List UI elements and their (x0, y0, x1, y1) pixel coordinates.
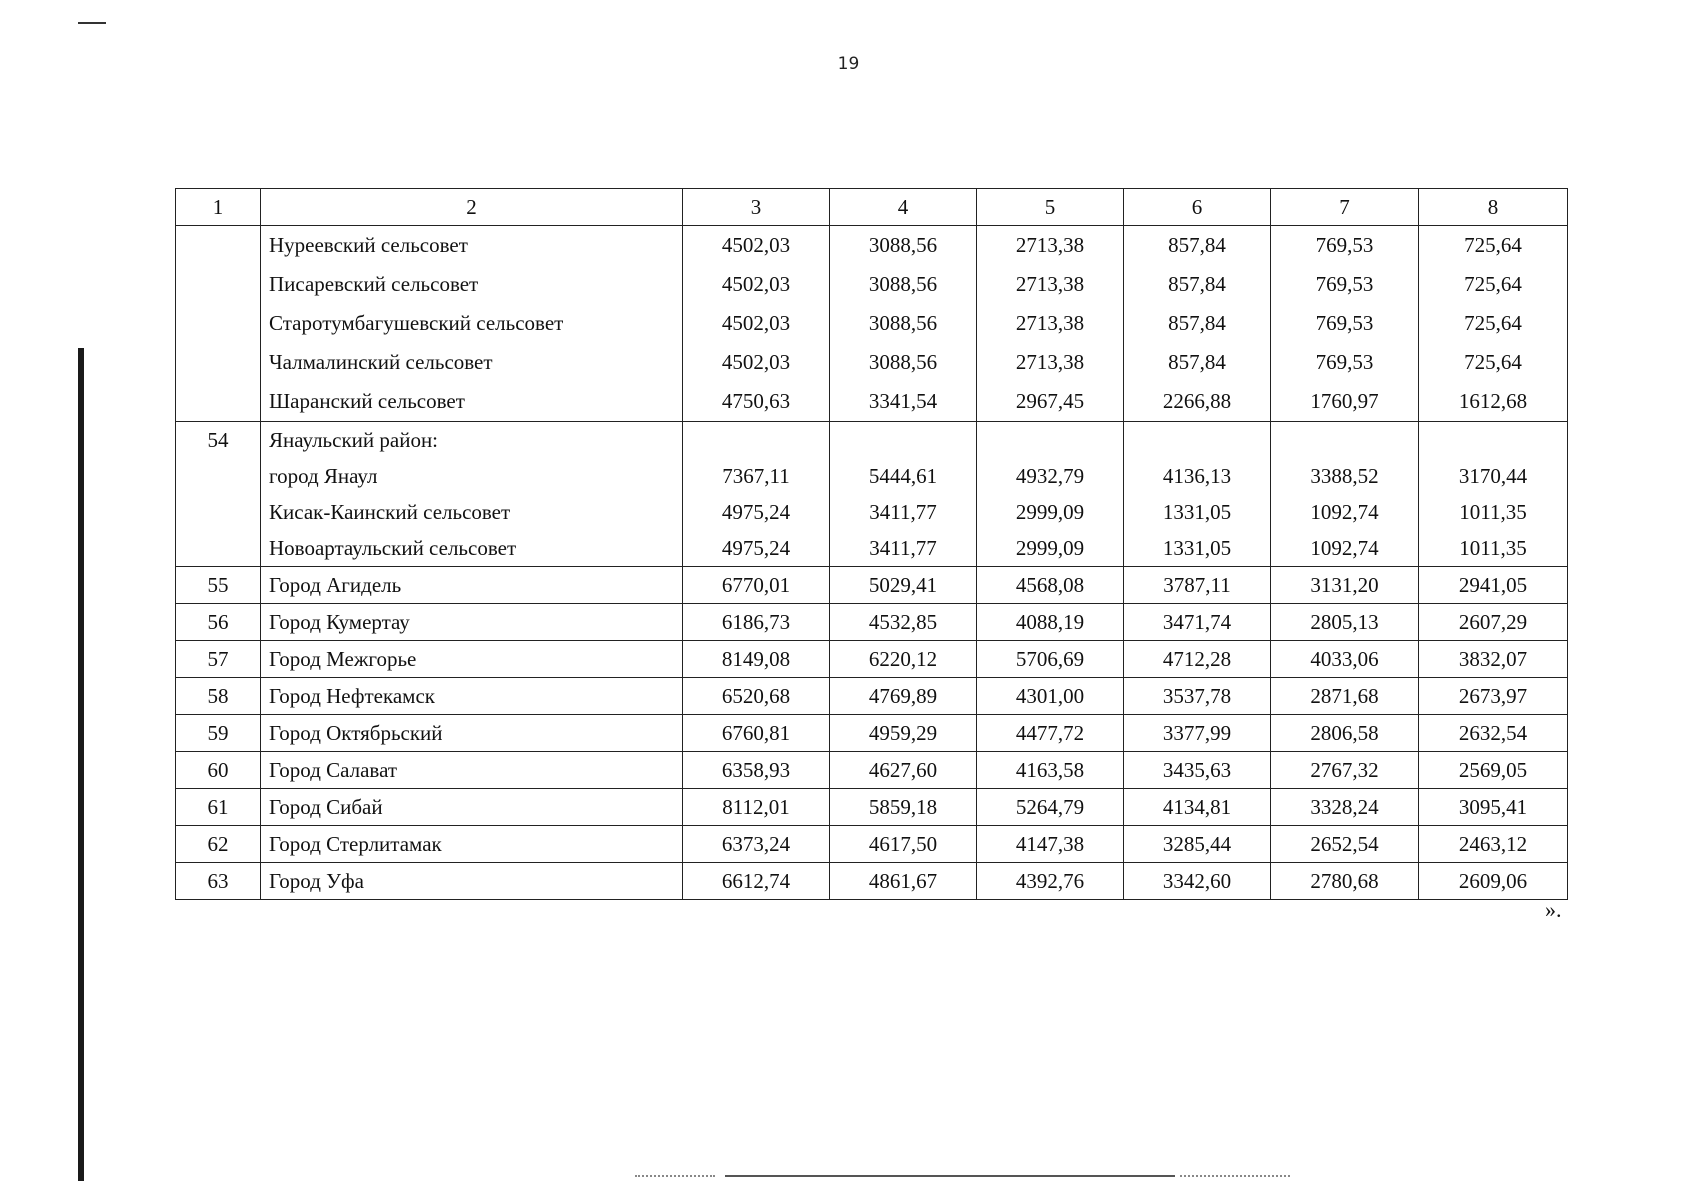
locality-name: Город Межгорье (261, 641, 683, 678)
table-row-group (176, 226, 1568, 422)
table-row (176, 752, 1568, 789)
locality-name: Чалмалинский сельсовет (269, 350, 493, 374)
value-cell-col-8: 2632,54 (1419, 715, 1568, 752)
value-cell-col-7: 2805,13 (1271, 604, 1419, 641)
row-number: 56 (176, 604, 261, 641)
value: 769,53 (1315, 272, 1374, 296)
locality-name: Город Салават (261, 752, 683, 789)
table-row (176, 789, 1568, 826)
value-cell-col-6: 4134,81 (1124, 789, 1271, 826)
row-number: 62 (176, 826, 261, 863)
name-cell (261, 226, 683, 422)
value-cell-col-5 (977, 226, 1124, 422)
value-cell-col-5: 4568,08 (977, 567, 1124, 604)
name-cell (261, 422, 683, 567)
row-number: 55 (176, 567, 261, 604)
value: 4502,03 (721, 311, 791, 335)
row-number: 61 (176, 789, 261, 826)
value-cell-col-4 (830, 226, 977, 422)
value-cell-col-7: 2767,32 (1271, 752, 1419, 789)
value: 2713,38 (1015, 311, 1085, 335)
value-cell-col-4: 5029,41 (830, 567, 977, 604)
value: 1331,05 (1162, 500, 1232, 524)
value-cell-col-6: 3377,99 (1124, 715, 1271, 752)
value: 4502,03 (721, 233, 791, 257)
value-cell-col-8: 2673,97 (1419, 678, 1568, 715)
value: 857,84 (1168, 311, 1226, 335)
row-number-cell (176, 226, 261, 422)
row-number: 63 (176, 863, 261, 900)
value-cell-col-3: 6612,74 (683, 863, 830, 900)
value-cell-col-6 (1124, 226, 1271, 422)
value-cell-col-6: 3471,74 (1124, 604, 1271, 641)
value-cell-col-4: 6220,12 (830, 641, 977, 678)
value-cell-col-3: 6770,01 (683, 567, 830, 604)
value: 4975,24 (721, 500, 791, 524)
value: 1612,68 (1458, 389, 1528, 413)
value-cell-col-4: 4617,50 (830, 826, 977, 863)
value: 4502,03 (721, 350, 791, 374)
value-cell-col-6: 3787,11 (1124, 567, 1271, 604)
value-cell-col-5: 4392,76 (977, 863, 1124, 900)
value: 2713,38 (1015, 233, 1085, 257)
locality-name: Город Агидель (261, 567, 683, 604)
value-cell-col-7: 3328,24 (1271, 789, 1419, 826)
row-number: 54 (207, 428, 229, 452)
table-row (176, 604, 1568, 641)
value-cell-col-3: 6373,24 (683, 826, 830, 863)
value-cell-col-3: 6760,81 (683, 715, 830, 752)
value: 769,53 (1315, 311, 1374, 335)
column-header-7: 7 (1271, 189, 1419, 226)
value-cell-col-5: 4147,38 (977, 826, 1124, 863)
value: 857,84 (1168, 272, 1226, 296)
value: 2999,09 (1015, 500, 1085, 524)
value (1279, 422, 1410, 458)
value: 1331,05 (1162, 536, 1232, 560)
value: 3170,44 (1458, 464, 1528, 488)
value: 4502,03 (721, 272, 791, 296)
value-cell-col-3: 6520,68 (683, 678, 830, 715)
value-cell-col-6: 3537,78 (1124, 678, 1271, 715)
value-cell-col-4: 4959,29 (830, 715, 977, 752)
value-cell-col-6 (1124, 422, 1271, 567)
value: 725,64 (1464, 350, 1522, 374)
locality-name: Шаранский сельсовет (269, 389, 465, 413)
row-number (184, 226, 252, 265)
table-row (176, 826, 1568, 863)
row-number: 60 (176, 752, 261, 789)
value: 2266,88 (1162, 389, 1232, 413)
value-cell-col-7: 4033,06 (1271, 641, 1419, 678)
value-cell-col-3: 6186,73 (683, 604, 830, 641)
value: 2967,45 (1015, 389, 1085, 413)
value-cell-col-3: 8149,08 (683, 641, 830, 678)
value: 769,53 (1315, 350, 1374, 374)
value: 4750,63 (721, 389, 791, 413)
locality-name: Нуреевский сельсовет (269, 233, 468, 257)
column-header-5: 5 (977, 189, 1124, 226)
value: 2999,09 (1015, 536, 1085, 560)
table-body (176, 226, 1568, 900)
scan-edge-bar (78, 348, 84, 1181)
value: 857,84 (1168, 233, 1226, 257)
locality-name: Новоартаульский сельсовет (269, 536, 517, 560)
table-row (176, 567, 1568, 604)
locality-name: Город Стерлитамак (261, 826, 683, 863)
value: 1092,74 (1310, 500, 1379, 524)
value-cell-col-8 (1419, 422, 1568, 567)
value: 2713,38 (1015, 350, 1085, 374)
value-cell-col-5: 4088,19 (977, 604, 1124, 641)
locality-name: город Янаул (269, 464, 378, 488)
value (1427, 422, 1559, 458)
value-cell-col-8: 2607,29 (1419, 604, 1568, 641)
value-cell-col-5: 5264,79 (977, 789, 1124, 826)
page-number: 19 (837, 54, 860, 74)
value: 2713,38 (1015, 272, 1085, 296)
scan-line (725, 1175, 1175, 1177)
value (838, 422, 968, 458)
value-cell-col-3: 8112,01 (683, 789, 830, 826)
value: 3088,56 (868, 350, 938, 374)
value-cell-col-3 (683, 422, 830, 567)
value-cell-col-7: 2780,68 (1271, 863, 1419, 900)
row-number: 58 (176, 678, 261, 715)
value-cell-col-7 (1271, 422, 1419, 567)
table-row (176, 641, 1568, 678)
column-header-4: 4 (830, 189, 977, 226)
value-cell-col-8: 3095,41 (1419, 789, 1568, 826)
value: 3411,77 (869, 500, 937, 524)
value-cell-col-5: 4301,00 (977, 678, 1124, 715)
scan-line-dotted-left (635, 1175, 715, 1177)
value-cell-col-4: 4769,89 (830, 678, 977, 715)
value-cell-col-4: 5859,18 (830, 789, 977, 826)
value: 5444,61 (868, 464, 938, 488)
column-header-2: 2 (261, 189, 683, 226)
value-cell-col-8: 2569,05 (1419, 752, 1568, 789)
value: 4136,13 (1162, 464, 1232, 488)
value-cell-col-7 (1271, 226, 1419, 422)
locality-name: Город Уфа (261, 863, 683, 900)
column-header-8: 8 (1419, 189, 1568, 226)
closing-quote-mark: ». (1545, 897, 1562, 922)
value-cell-col-6: 4712,28 (1124, 641, 1271, 678)
table-row (176, 678, 1568, 715)
value-cell-col-4: 4861,67 (830, 863, 977, 900)
value-cell-col-4: 4627,60 (830, 752, 977, 789)
value-cell-col-6: 3342,60 (1124, 863, 1271, 900)
row-number: 57 (176, 641, 261, 678)
locality-name: Город Нефтекамск (261, 678, 683, 715)
table-row (176, 863, 1568, 900)
locality-name: Писаревский сельсовет (269, 272, 479, 296)
value-cell-col-3: 6358,93 (683, 752, 830, 789)
value: 3088,56 (868, 311, 938, 335)
value: 3088,56 (868, 272, 938, 296)
value: 3341,54 (868, 389, 938, 413)
value: 1011,35 (1459, 500, 1527, 524)
value: 7367,11 (722, 464, 790, 488)
value: 769,53 (1315, 233, 1374, 257)
column-header-6: 6 (1124, 189, 1271, 226)
value-cell-col-4 (830, 422, 977, 567)
value-cell-col-8: 2463,12 (1419, 826, 1568, 863)
data-table (175, 188, 1568, 900)
row-number-cell (176, 422, 261, 567)
row-number: 59 (176, 715, 261, 752)
value (691, 422, 821, 458)
table-row (176, 715, 1568, 752)
value-cell-col-8: 3832,07 (1419, 641, 1568, 678)
value-cell-col-4: 4532,85 (830, 604, 977, 641)
value: 4975,24 (721, 536, 791, 560)
value: 1011,35 (1459, 536, 1527, 560)
value (1132, 422, 1262, 458)
value-cell-col-5 (977, 422, 1124, 567)
value-cell-col-5: 5706,69 (977, 641, 1124, 678)
value (985, 422, 1115, 458)
value: 3388,52 (1310, 464, 1379, 488)
locality-name: Кисак-Каинский сельсовет (269, 500, 511, 524)
locality-name: Город Октябрьский (261, 715, 683, 752)
value: 857,84 (1168, 350, 1226, 374)
value: 1092,74 (1310, 536, 1379, 560)
value-cell-col-5: 4163,58 (977, 752, 1124, 789)
value-cell-col-5: 4477,72 (977, 715, 1124, 752)
value-cell-col-7: 2652,54 (1271, 826, 1419, 863)
value-cell-col-8: 2609,06 (1419, 863, 1568, 900)
scan-line-dotted-right (1180, 1175, 1290, 1177)
value-cell-col-6: 3285,44 (1124, 826, 1271, 863)
column-header-3: 3 (683, 189, 830, 226)
value: 3088,56 (868, 233, 938, 257)
locality-name: Янаульский район: (269, 428, 439, 452)
locality-name: Город Кумертау (261, 604, 683, 641)
value: 725,64 (1464, 311, 1522, 335)
value-cell-col-3 (683, 226, 830, 422)
scan-mark (78, 22, 106, 24)
locality-name: Город Сибай (261, 789, 683, 826)
header-row (176, 189, 1568, 226)
value: 3411,77 (869, 536, 937, 560)
column-header-1: 1 (176, 189, 261, 226)
value-cell-col-8: 2941,05 (1419, 567, 1568, 604)
value: 1760,97 (1310, 389, 1379, 413)
value: 4932,79 (1015, 464, 1085, 488)
value-cell-col-6: 3435,63 (1124, 752, 1271, 789)
table-row-group (176, 422, 1568, 567)
value: 725,64 (1464, 233, 1522, 257)
value-cell-col-7: 2806,58 (1271, 715, 1419, 752)
value-cell-col-7: 3131,20 (1271, 567, 1419, 604)
value-cell-col-7: 2871,68 (1271, 678, 1419, 715)
value: 725,64 (1464, 272, 1522, 296)
locality-name: Старотумбагушевский сельсовет (269, 311, 564, 335)
value-cell-col-8 (1419, 226, 1568, 422)
